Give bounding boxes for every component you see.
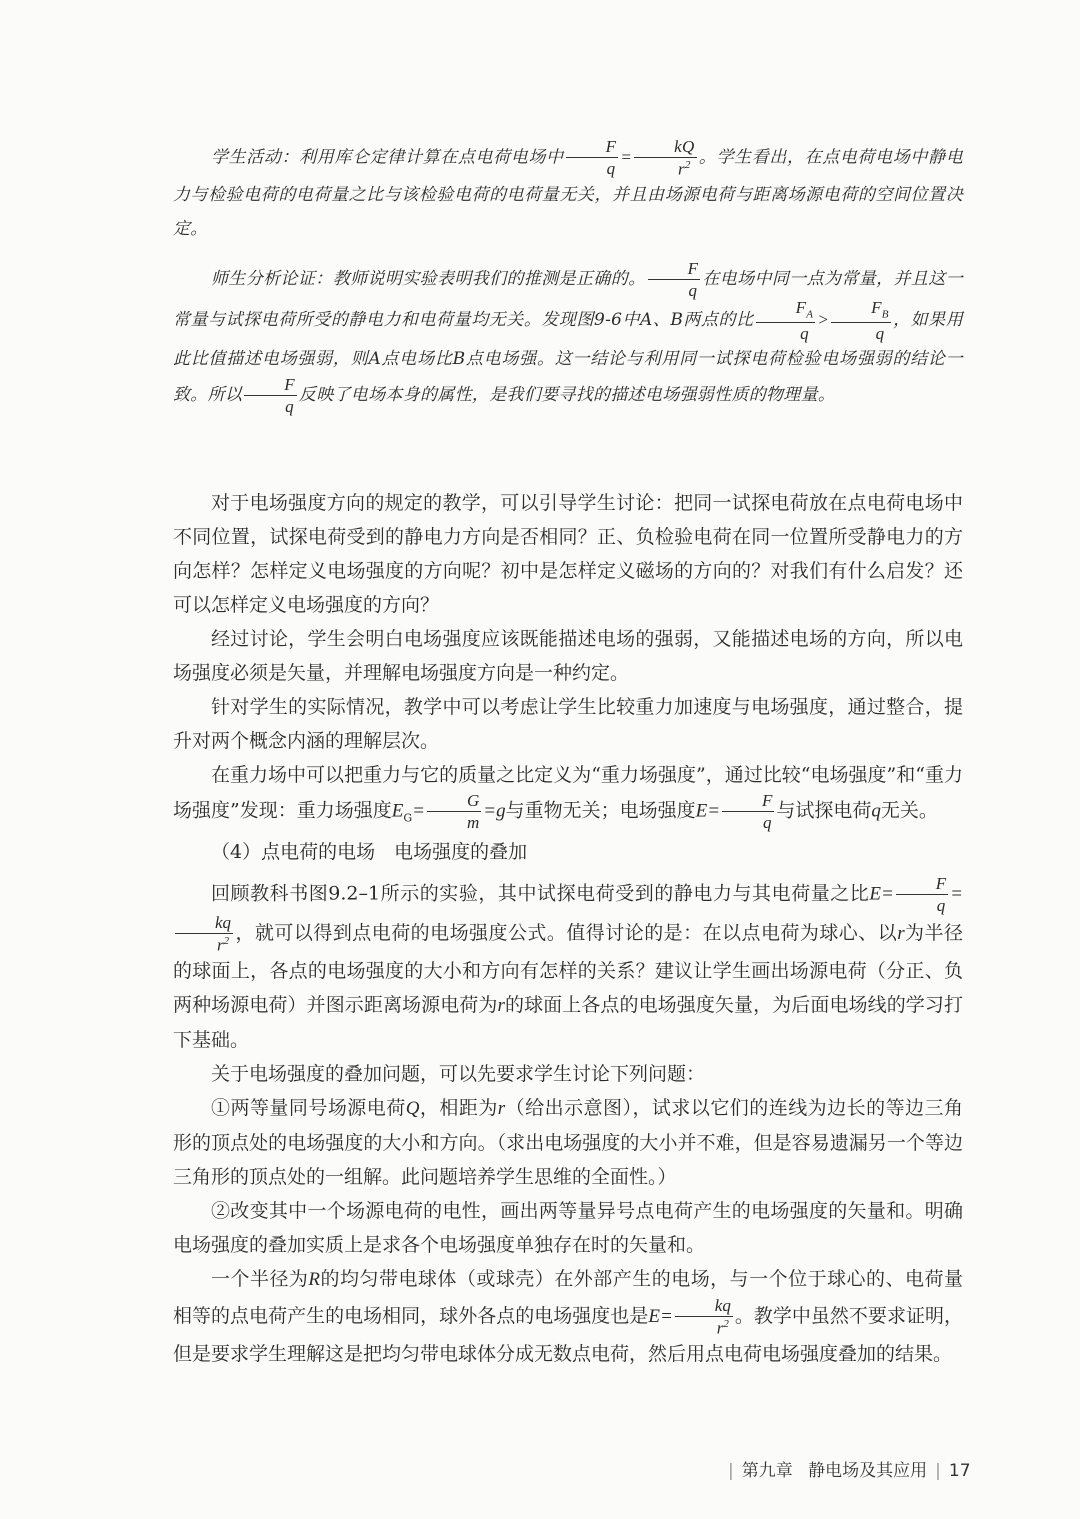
fraction-FB-over-q: $\frac{F_B}{q}$	[831, 299, 891, 342]
paragraph-direction: 对于电场强度方向的规定的教学，可以引导学生讨论：把同一试探电荷放在点电荷电场中不同位置，试探电荷受到的静电力方向是否相同？正、负检验电荷在同一位置所受静电力的方向怎样？怎样定义电场强度的方向呢？初中是怎样定义磁场的方向的？对我们有什么启发？还可以怎样定义电场强度的方向？	[173, 492, 963, 616]
fraction-F-over-q: $\frac{F}{q}$	[722, 792, 774, 831]
analysis-label: 师生分析论证：	[211, 268, 333, 289]
paragraph-sphere: 一个半径为R的均匀带电球体（或球壳）在外部产生的电场，与一个位于球心的、电荷量相等的点电荷产生的电场相同，球外各点的电场强度也是E= $\frac{kq}{r^2}$ 。教学中虽然不要求证明，但是要求学生理解这是把均匀带电球体分成无数点电荷，然后用点电荷电场强度叠加的结果。	[173, 1267, 963, 1365]
paragraph-discussion: 经过讨论，学生会明白电场强度应该既能描述电场的强弱，又能描述电场的方向，所以电场强度必须是矢量，并理解电场强度方向是一种约定。	[173, 628, 963, 684]
fraction-kQ-over-r2: $\frac{kQ}{r^2}$	[634, 138, 696, 178]
student-activity-paragraph: 学生活动：利用库仑定律计算在点电荷电场中 $\frac{F}{q}$ = $\frac{kQ}{r^2}$ 。学生看出，在点电荷电场中静电力与检验电荷的电荷量之比与该检验电荷的电荷量无关，并且由场源电荷与距离场源电荷的空间位置决定。	[173, 137, 963, 239]
fraction-kq-over-r2: $\frac{kq}{r^2}$	[175, 914, 233, 954]
fraction-F-over-q: $\frac{F}{q}$	[566, 138, 619, 177]
fraction-FA-over-q: $\frac{F_A}{q}$	[756, 299, 816, 342]
paragraph-question-2: ②改变其中一个场源电荷的电性，画出两等量异号点电荷产生的电场强度的矢量和。明确电场强度的叠加实质上是求各个电场强度单独存在时的矢量和。	[173, 1199, 963, 1256]
fraction-F-over-q: $\frac{F}{q}$	[244, 376, 297, 415]
main-text-block	[173, 486, 963, 1371]
paragraph-superposition: 关于电场强度的叠加问题，可以先要求学生讨论下列问题：	[211, 1062, 706, 1085]
paragraph-point-charge: 回顾教科书图9.2–1所示的实验，其中试探电荷受到的静电力与其电荷量之比E= $\frac{F}{q}$ = $\frac{kq}{r^2}$ ，就可以得到点电荷的电场强度公式。值得讨论的是：在以点电荷为球心、以r为半径的球面上，各点的电场强度的大小和方向有怎样的关系？建议让学生画出场源电荷（分正、负两种场源电荷）并图示距离场源电荷为r的球面上各点的电场强度矢量，为后面电场线的学习打下基础。	[173, 874, 963, 1051]
activity-block	[173, 138, 963, 415]
chapter-label: 第九章	[741, 1461, 793, 1481]
fraction-kq-over-r2: $\frac{kq}{r^2}$	[675, 1297, 733, 1337]
page-number: 17	[948, 1461, 971, 1481]
section-heading: （4）点电荷的电场 电场强度的叠加	[211, 841, 528, 864]
activity-label: 学生活动：	[211, 147, 300, 168]
paragraph-comparison: 针对学生的实际情况，教学中可以考虑让学生比较重力加速度与电场强度，通过整合，提升对两个概念内涵的理解层次。	[173, 696, 963, 752]
page-footer: | 第九章 静电场及其应用 | 17	[720, 1456, 970, 1481]
fraction-F-over-q: $\frac{F}{q}$	[896, 875, 948, 914]
fraction-F-over-q: $\frac{F}{q}$	[648, 260, 701, 299]
fraction-G-over-m: $\frac{G}{m}$	[427, 792, 481, 831]
paragraph-question-1: ①两等量同号场源电荷Q，相距为r（给出示意图），试求以它们的连线为边长的等边三角形的顶点处的电场强度的大小和方向。（求出电场强度的大小并不难，但是容易遗漏另一个等边三角形的顶点处的一组解。此问题培养学生思维的全面性。）	[173, 1096, 963, 1188]
analysis-paragraph: 师生分析论证：教师说明实验表明我们的推测是正确的。 $\frac{F}{q}$ 在电场中同一点为常量，并且这一常量与试探电荷所受的静电力和电荷量均无关。发现图9-6中A、B两点的比 $\frac{F_A}{q}$ > $\frac{F_B}{q}$ ，如果用此比值描述电场强弱，则A点电场比B点电场强。这一结论与利用同一试探电荷检验电场强弱的结论一致。所以 $\frac{F}{q}$ 反映了电场本身的属性，是我们要寻找的描述电场强弱性质的物理量。	[173, 258, 964, 417]
paragraph-gravity-field: 在重力场中可以把重力与它的质量之比定义为“重力场强度”，通过比较“电场强度”和“重力场强度”发现：重力场强度$E_G=$ $\frac{G}{m}$ =g与重物无关；电场强度E= $\frac{F}{q}$ 与试探电荷q无关。	[173, 764, 963, 832]
chapter-title: 静电场及其应用	[808, 1461, 928, 1481]
